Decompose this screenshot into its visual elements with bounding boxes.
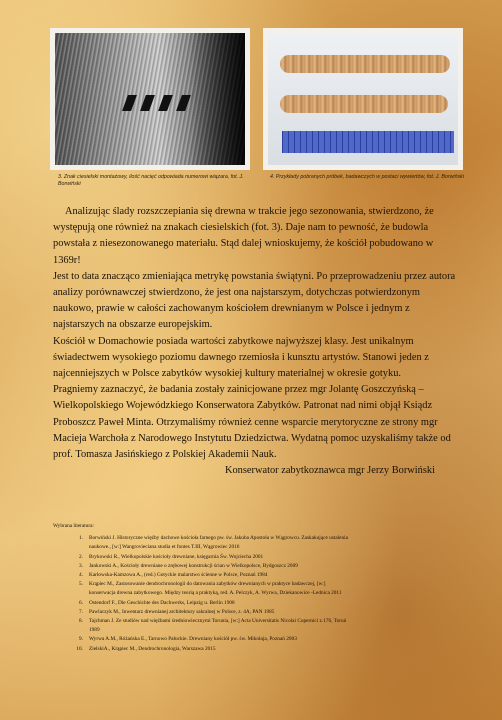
literature-item bbox=[53, 635, 453, 644]
literature-item-number: 10. bbox=[76, 645, 83, 652]
literature-item-number: 4. bbox=[79, 572, 83, 579]
carpentry-notch bbox=[176, 95, 191, 111]
literature-item bbox=[53, 534, 453, 552]
literature-item bbox=[53, 617, 453, 635]
measuring-ruler bbox=[282, 131, 454, 153]
literature-item-number: 3. bbox=[79, 562, 83, 569]
literature-item-text: Krąpiec M., Zastosowanie dendrochronologii do datowania zabytków drewnianych w praktyce badawczej, [w:] konserwacja drewna zabytkowego. Między teorią a praktyką, red. A. Pelczyk, A. Wyrwa, Dziekanowice -Lednica 2011 bbox=[89, 581, 342, 597]
figure-4-caption: 4. Przykłady pobranych próbek, badawczych w postaci wywiertów, fot. J. Borwiński bbox=[270, 174, 465, 180]
article-body bbox=[53, 204, 458, 479]
literature-item-number: 6. bbox=[79, 599, 83, 606]
literature-list bbox=[53, 522, 453, 654]
wood-core-sample bbox=[280, 95, 448, 113]
literature-item-number: 1. bbox=[79, 535, 83, 542]
literature-item-number: 2. bbox=[79, 553, 83, 560]
literature-item bbox=[53, 553, 453, 562]
paragraph: Jest to data znacząco zmieniająca metrykę powstania świątyni. Po przeprowadzeniu przez autora analizy porównawczej stwierdzono, że jest ona najstarszym, dotychczas potwierdzonym naukowo, prawie w całości zachowanym kościołem drewnianym w Polsce i jednym z najstarszych na obszarze europejskim. bbox=[53, 270, 456, 331]
literature-item bbox=[53, 645, 453, 654]
literature-item-text: Jankowski A., Kościoły drewniane o zrębowej konstrukcji ścian w Wielkopolsce, Bydgoszcz 2009 bbox=[89, 562, 298, 569]
literature-title: Wybrana literatura: bbox=[53, 523, 95, 529]
figure-core-samples-photo bbox=[263, 28, 463, 170]
carpentry-notch bbox=[158, 95, 173, 111]
literature-item-text: Borwiński J. Historyczne więźby dachowe kościoła farnego pw. św. Jakuba Apostoła w Wągrowcu. Zaskakujące ustalenia naukowe., [w:] Wangrovieciana studia et fontes T.III, Wągrowiec 2016 bbox=[89, 535, 348, 551]
literature-item-text: Ostendorf F., Die Geschichte des Dachwerks, Leipzig u. Berlin 1908 bbox=[89, 599, 235, 606]
literature-item-number: 5. bbox=[79, 581, 83, 588]
author-signature: Konserwator zabytkoznawca mgr Jerzy Borwiński bbox=[224, 465, 435, 477]
literature-item bbox=[53, 599, 453, 608]
literature-item bbox=[53, 562, 453, 571]
paragraph: Pragniemy zaznaczyć, że badania zostały zainicjowane przez mgr Jolantę Goszczyńską – Wielkopolskiego Wojewódzkiego Konserwatora Zabytków. Patronat nad nimi objął Ksiądz Proboszcz Paweł Minta. Otrzymaliśmy również cenne wsparcie merytoryczne ze strony mgr Macieja Warchoła z Narodowego Instytutu Dziedzictwa. Wydatną pomoc uzyskaliśmy także od prof. Tomasza Jasińskiego z Polskiej Akademii Nauk. bbox=[53, 384, 451, 461]
figure-3-caption: 3. Znak ciesielski montażowy, ilość nacięć odpowiada numerowi wiązara, fot. J. Borwiński bbox=[58, 174, 244, 188]
wood-core-sample bbox=[280, 55, 450, 73]
literature-item-text: Brykowski R., Wielkopolskie kościoły drewniane, księgarnia Św. Wojciecha 2001 bbox=[89, 553, 264, 560]
core-samples-image bbox=[268, 33, 458, 165]
paragraph: Kościół w Domachowie posiada wartości zabytkowe najwyższej klasy. Jest unikalnym świadectwem wysokiego poziomu dawnego rzemiosła i kunsztu artystów. Stanowi jeden z najcenniejszych w Polsce zabytków wysokiej kultury materialnej w okresie gotyku. bbox=[53, 335, 429, 380]
wood-beam-image bbox=[55, 33, 245, 165]
literature-item bbox=[53, 608, 453, 617]
literature-item-text: ZielskiA., Krąpiec M., Dendrochronologia, Warszawa 2015 bbox=[89, 645, 216, 652]
literature-item bbox=[53, 580, 453, 598]
literature-item-number: 8. bbox=[79, 618, 83, 625]
literature-item-text: Pawlaczyk M., Inwentarz drewnianej architektury sakralnej w Polsce, z. 4A, PAN 1985 bbox=[89, 608, 275, 615]
literature-item-number: 9. bbox=[79, 636, 83, 643]
literature-item bbox=[53, 571, 453, 580]
figure-carpenter-mark-photo bbox=[50, 28, 250, 170]
carpentry-notch bbox=[122, 95, 137, 111]
paragraph: Analizując ślady rozszczepiania się drewna w trakcie jego sezonowania, stwierdzono, że występują one również na znakach ciesielskich (fot. 3). Daje nam to pewność, że budowla powstała z niesezonowanego materiału. Stąd dalej wnioskujemy, że kościół pobudowano w 1369r! bbox=[53, 206, 434, 266]
literature-item-number: 7. bbox=[79, 608, 83, 615]
literature-item-text: Tajchman J. Ze studiów nad więźbami średniowiecznymi Torunia, [w:] Acta Universitatis Nicolai Copernici z.176, Toruń 1989 bbox=[89, 618, 347, 634]
literature-item-text: Karłowska-Kamzowa A., (red.) Gotyckie malarstwo ścienne w Polsce, Poznań 1984 bbox=[89, 572, 268, 579]
literature-items bbox=[53, 534, 453, 654]
carpentry-notch bbox=[140, 95, 155, 111]
literature-item-text: Wyrwa A.M., Różańska E., Tarnowo Pałuckie. Drewniany kościół pw. św. Mikołaja, Poznań 2003 bbox=[89, 636, 297, 643]
